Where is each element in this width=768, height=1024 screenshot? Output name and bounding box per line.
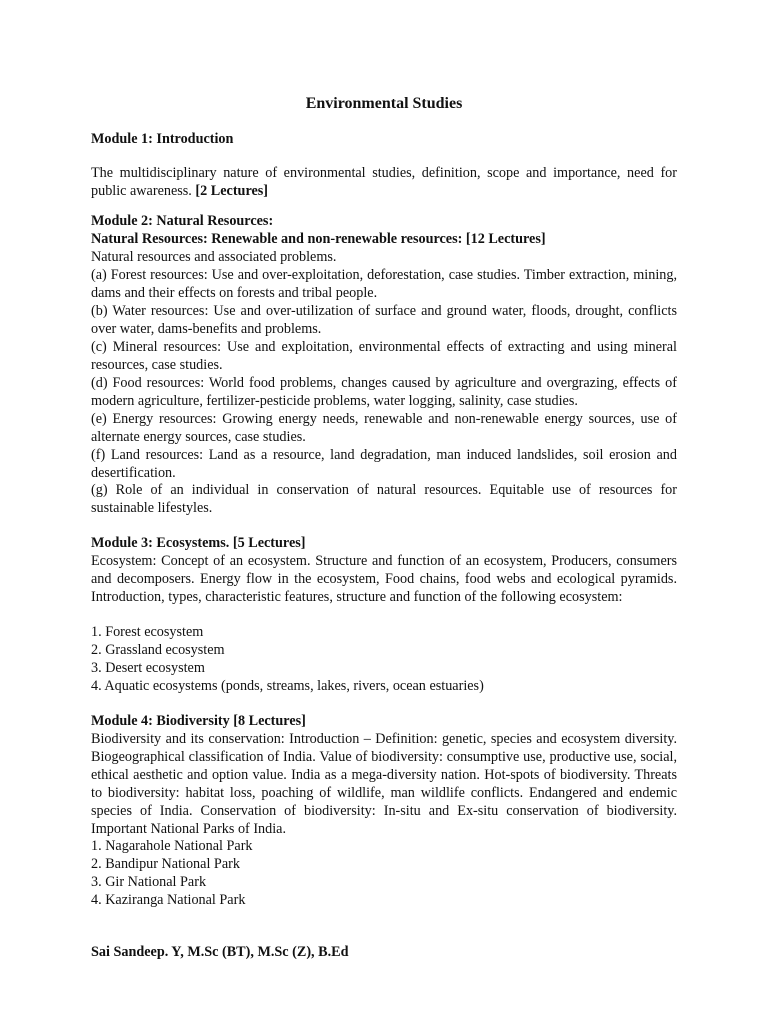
module1-description: The multidisciplinary nature of environmental studies, definition, scope and importance, need for public awareness. [91,165,677,199]
module4-list [91,837,677,909]
module1-heading: Module 1: Introduction [91,131,234,147]
list-item: 2. Bandipur National Park [91,856,240,872]
module1-lectures: [2 Lectures] [195,183,269,199]
module3-heading: Module 3: Ecosystems. [5 Lectures] [91,535,306,551]
module4-text: Biodiversity and its conservation: Introduction – Definition: genetic, species and ecosystem diversity. Biogeographical classification of India. Value of biodiversity: consumptive use, productive use, social, ethical aesthetic and option value. India as a mega-diversity nation. Hot-spots of biodiversity. Threats to biodiversity: habitat loss, poaching of wildlife, man wildlife conflicts. Endangered and endemic species of India. Conservation of biodiversity: In-situ and Ex-situ conservation of biodiversity. Important National Parks of India. [91,731,677,837]
module2-intro: Natural resources and associated problems. [91,249,337,265]
module2-item-e: (e) Energy resources: Growing energy needs, renewable and non-renewable energy sources, use of alternate energy sources, case studies. [91,411,677,445]
list-item: 3. Desert ecosystem [91,660,205,676]
module2-subheading: Natural Resources: Renewable and non-renewable resources: [12 Lectures] [91,231,546,247]
module4-heading: Module 4: Biodiversity [8 Lectures] [91,713,306,729]
list-item: 4. Kaziranga National Park [91,892,246,908]
module2-heading: Module 2: Natural Resources: [91,213,274,229]
list-item: 3. Gir National Park [91,874,207,890]
list-item: 4. Aquatic ecosystems (ponds, streams, lakes, rivers, ocean estuaries) [91,678,484,694]
author-signature: Sai Sandeep. Y, M.Sc (BT), M.Sc (Z), B.Ed [91,944,349,960]
module3-list [91,623,677,695]
document-title: Environmental Studies [305,95,463,112]
module1-text [91,164,677,200]
module2-item-f: (f) Land resources: Land as a resource, land degradation, man induced landslides, soil erosion and desertification. [91,447,677,481]
module2-item-b: (b) Water resources: Use and over-utilization of surface and ground water, floods, drought, conflicts over water, dams-benefits and problems. [91,303,677,337]
module2-item-a: (a) Forest resources: Use and over-exploitation, deforestation, case studies. Timber extraction, mining, dams and their effects on forests and tribal people. [91,267,677,301]
module2-item-d: (d) Food resources: World food problems, changes caused by agriculture and overgrazing, effects of modern agriculture, fertilizer-pesticide problems, water logging, salinity, case studies. [91,375,677,409]
list-item: 2. Grassland ecosystem [91,642,225,658]
module2-item-c: (c) Mineral resources: Use and exploitation, environmental effects of extracting and using mineral resources, case studies. [91,339,677,373]
module3-text: Ecosystem: Concept of an ecosystem. Structure and function of an ecosystem, Producers, consumers and decomposers. Energy flow in the ecosystem, Food chains, food webs and ecological pyramids. Introduction, types, characteristic features, structure and function of the following ecosystem: [91,553,677,605]
list-item: 1. Forest ecosystem [91,624,204,640]
module2-item-g: (g) Role of an individual in conservation of natural resources. Equitable use of resources for sustainable lifestyles. [91,482,677,516]
list-item: 1. Nagarahole National Park [91,838,253,854]
